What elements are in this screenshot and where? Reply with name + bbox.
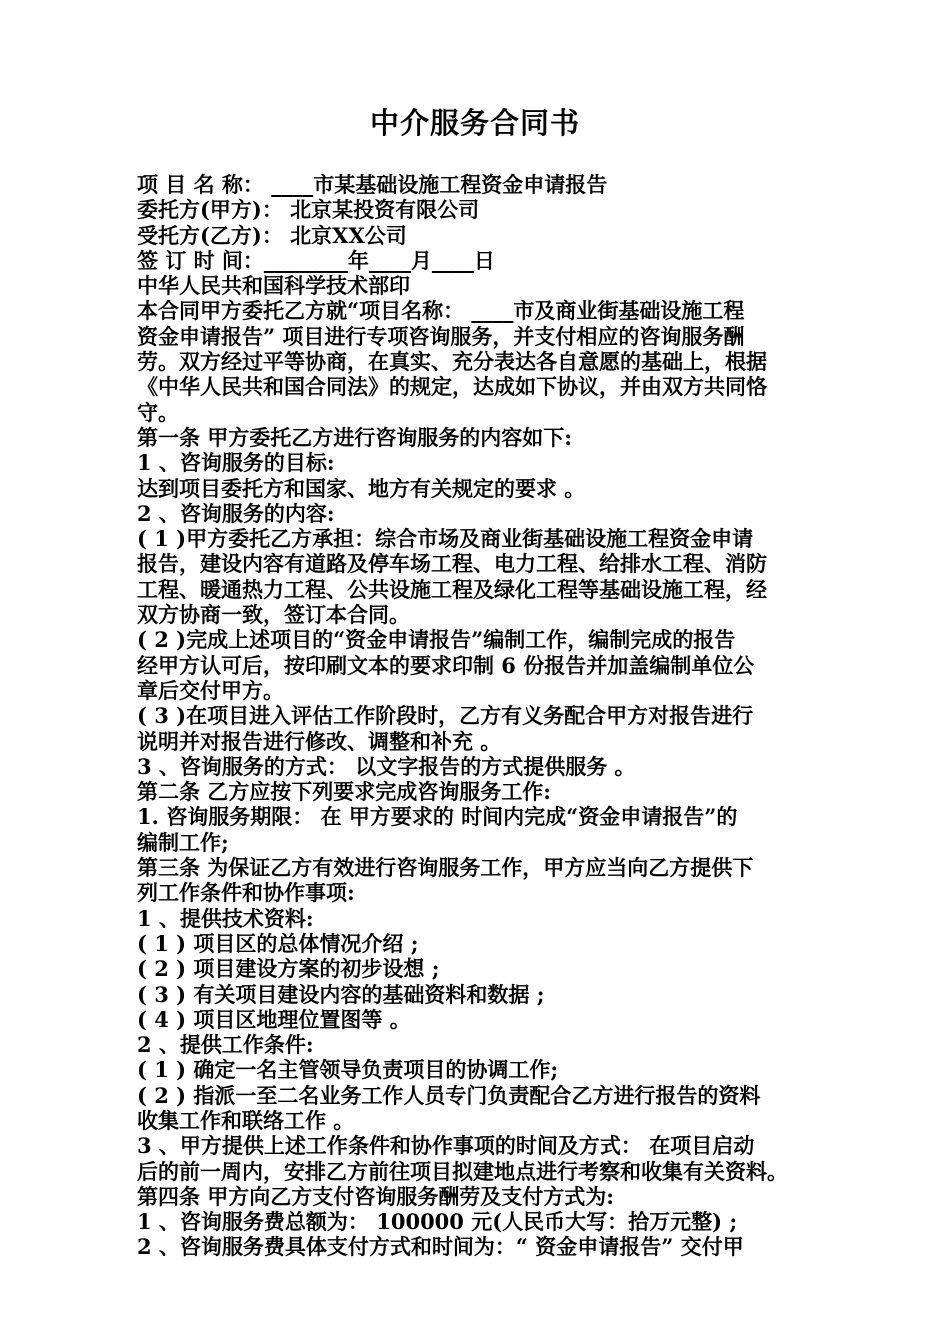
text-line: 劳。双方经过平等协商，在真实、充分表达各自意愿的基础上，根据 [137, 349, 767, 375]
text-line: 项 目 名 称： ____市某基础设施工程资金申请报告 [137, 172, 608, 197]
text-line: 1 、咨询服务的目标: [137, 450, 335, 476]
text-line: ( 2 ) 项目建设方案的初步设想 ; [137, 956, 440, 982]
text-line: 工程、暖通热力工程、公共设施工程及绿化工程等基础设施工程，经 [137, 576, 767, 602]
text-line: 经甲方认可后，按印刷文本的要求印制 6 份报告并加盖编制单位公 [137, 652, 755, 678]
text-line: 列工作条件和协作事项: [137, 880, 355, 906]
text-line: 守。 [137, 399, 179, 425]
text-line: 《中华人民共和国合同法》的规定，达成如下协议，并由双方共同恪 [137, 374, 767, 400]
text-line: 1 、提供技术资料: [137, 905, 314, 931]
text-line: 2 、咨询服务费具体支付方式和时间为：“ 资金申请报告” 交付甲 [137, 1234, 744, 1260]
text-line: ( 3 )在项目进入评估工作阶段时，乙方有义务配合甲方对报告进行 [137, 703, 754, 729]
text-line: 双方协商一致，签订本合同。 [137, 602, 410, 628]
text-line: ( 4 ) 项目区地理位置图等 。 [137, 1006, 411, 1032]
document-title: 中介服务合同书 [369, 106, 580, 140]
text-line: 委托方(甲方)： 北京某投资有限公司 [137, 197, 480, 223]
text-line: ( 1 ) 项目区的总体情况介绍 ; [137, 930, 419, 956]
text-line: 1. 咨询服务期限： 在 甲方要求的 时间内完成“资金申请报告”的 [137, 804, 738, 830]
text-line: 资金申请报告” 项目进行专项咨询服务，并支付相应的咨询服务酬 [137, 323, 745, 349]
text-line: ( 2 )完成上述项目的“资金申请报告”编制工作，编制完成的报告 [137, 627, 736, 653]
contract-body [137, 172, 817, 1260]
text-line: 本合同甲方委托乙方就“项目名称： ____市及商业街基础设施工程 [137, 298, 745, 324]
text-line: 第三条 为保证乙方有效进行咨询服务工作，甲方应当向乙方提供下 [137, 855, 754, 881]
text-line: 受托方(乙方)： 北京XX公司 [137, 222, 407, 248]
text-line: 收集工作和联络工作 。 [137, 1107, 355, 1133]
text-line: 编制工作; [137, 829, 229, 855]
text-line: 第一条 甲方委托乙方进行咨询服务的内容如下: [137, 424, 573, 450]
text-line: ( 2 ) 指派一至二名业务工作人员专门负责配合乙方进行报告的资料 [137, 1082, 761, 1108]
text-line: 达到项目委托方和国家、地方有关规定的要求 。 [137, 475, 586, 501]
text-line: 3 、咨询服务的方式： 以文字报告的方式提供服务 。 [137, 753, 636, 779]
text-line: 2 、咨询服务的内容: [137, 500, 335, 526]
text-line: 第四条 甲方向乙方支付咨询服务酬劳及支付方式为: [137, 1183, 615, 1209]
text-line: 章后交付甲方。 [137, 677, 284, 703]
text-line: 第二条 乙方应按下列要求完成咨询服务工作: [137, 779, 552, 805]
text-line: 1 、咨询服务费总额为： 100000 元(人民币大写：拾万元整) ; [137, 1209, 738, 1235]
text-line: 后的前一周内，安排乙方前往项目拟建地点进行考察和收集有关资料。 [137, 1158, 788, 1184]
text-line: ( 1 ) 确定一名主管领导负责项目的协调工作; [137, 1057, 559, 1083]
text-line: 中华人民共和国科学技术部印 [137, 273, 410, 299]
text-line: 说明并对报告进行修改、调整和补充 。 [137, 728, 502, 754]
text-line: 2 、提供工作条件: [137, 1032, 314, 1058]
text-line: 报告，建设内容有道路及停车场工程、电力工程、给排水工程、消防 [137, 551, 767, 577]
text-line: 签 订 时 间：________年____月____日 [137, 247, 495, 273]
text-line: ( 3 ) 有关项目建设内容的基础资料和数据 ; [137, 981, 545, 1007]
text-line: 3 、甲方提供上述工作条件和协作事项的时间及方式： 在项目启动 [137, 1133, 755, 1159]
text-line: ( 1 )甲方委托乙方承担：综合市场及商业街基础设施工程资金申请 [137, 526, 754, 552]
